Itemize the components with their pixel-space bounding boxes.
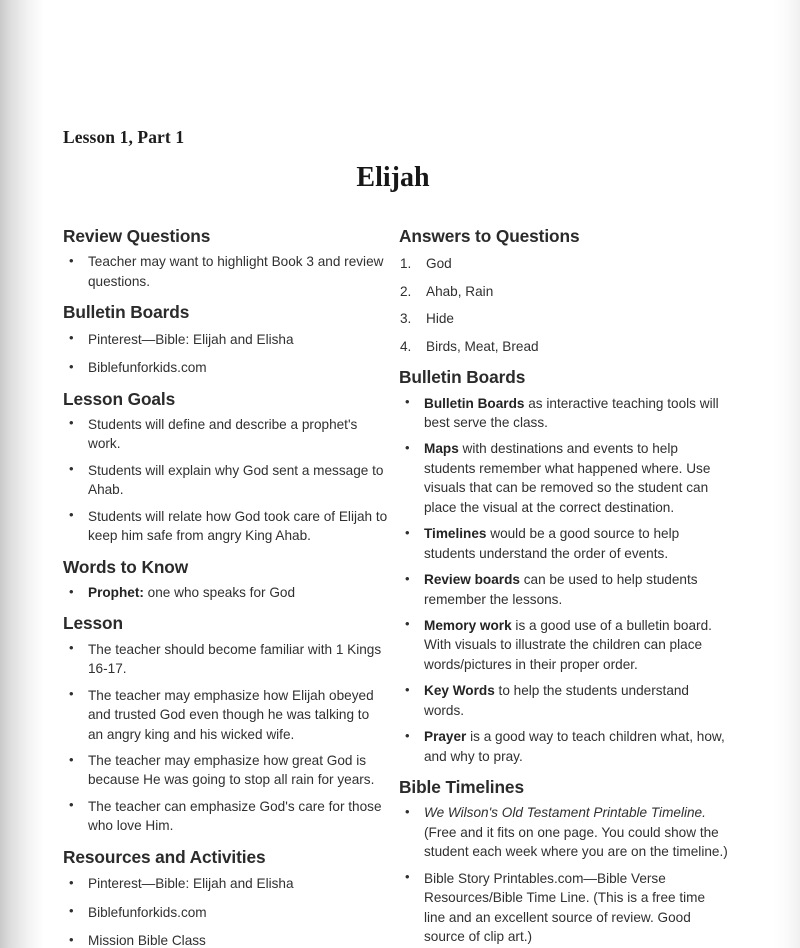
- list-item-text: Biblefunforkids.com: [88, 904, 207, 920]
- list-item: [399, 524, 729, 563]
- list-item-text: to help the students understand words.: [424, 683, 689, 718]
- list-item: [63, 640, 388, 679]
- list-item-number: 1.: [400, 256, 412, 272]
- list-item-text: is a good use of a bulletin board. With visuals to illustrate the children can place words/pictures in their proper order.: [424, 617, 712, 672]
- list-item: [63, 751, 388, 790]
- list-item: [63, 358, 388, 377]
- right-column: [399, 226, 729, 946]
- list-item-text: The teacher should become familiar with 1 Kings 16-17.: [88, 641, 382, 677]
- list-item: [399, 869, 729, 947]
- list-item-text: Bible Story Printables.com—Bible Verse Resources/Bible Time Line. (This is a free time line and an excellent source of review. Good source of clip art.): [424, 870, 706, 945]
- list-item: [399, 803, 729, 861]
- list-item-lead: Maps: [424, 441, 459, 457]
- section: [399, 777, 729, 946]
- list-item-text: is a good way to teach children what, how, and why to pray.: [424, 729, 725, 764]
- section-heading: Bible Timelines: [399, 777, 524, 797]
- list-item: [63, 252, 388, 291]
- list-item: [399, 337, 729, 356]
- bulleted-list: [63, 583, 388, 602]
- lesson-label: Lesson 1, Part 1: [63, 127, 185, 147]
- list-item: [399, 570, 729, 609]
- section-heading: Review Questions: [63, 226, 211, 246]
- list-item-text: Teacher may want to highlight Book 3 and review questions.: [88, 254, 384, 289]
- list-item: [63, 415, 388, 454]
- list-item: [63, 686, 388, 744]
- bulleted-list: [63, 330, 388, 378]
- section: [63, 389, 388, 546]
- list-item: [399, 394, 729, 433]
- list-item-text: Birds, Meat, Bread: [426, 338, 539, 354]
- list-item-text: with destinations and events to help students remember what happened where. Use visuals that can be removed so the student can place the visual at the correct destination.: [424, 441, 711, 515]
- section: [63, 302, 388, 377]
- list-item-text: Pinterest—Bible: Elijah and Elisha: [88, 331, 294, 347]
- list-item-number: 2.: [400, 283, 412, 299]
- list-item-text: as interactive teaching tools will best serve the class.: [424, 395, 719, 430]
- list-item-text: Mission Bible Class: [88, 933, 206, 948]
- list-item: [63, 903, 388, 922]
- section-heading: Resources and Activities: [63, 846, 266, 867]
- list-item-text: one who speaks for God: [143, 585, 296, 600]
- bulleted-list: [63, 640, 388, 836]
- list-item: [399, 309, 729, 328]
- list-item-lead: Prophet:: [88, 585, 144, 600]
- list-item: [63, 461, 388, 500]
- scan-edge-shadow-right: [774, 0, 800, 948]
- list-item-text: The teacher may emphasize how Elijah obeyed and trusted God even though he was talking to an angry king and his wicked wife.: [88, 687, 374, 742]
- list-item-lead: Bulletin Boards: [424, 395, 525, 411]
- list-item-text: Students will explain why God sent a message to Ahab.: [88, 462, 384, 498]
- list-item: [399, 681, 729, 720]
- list-item-text: (Free and it fits on one page. You could show the student each week where you are on the timeline.): [424, 824, 728, 860]
- list-item-number: 3.: [400, 311, 412, 327]
- bulleted-list: [399, 803, 729, 946]
- list-item-number: 4.: [400, 338, 412, 354]
- section: [63, 226, 388, 291]
- list-item-lead: Review boards: [424, 572, 520, 588]
- list-item-text: would be a good source to help students understand the order of events.: [424, 526, 680, 561]
- bulleted-list: [63, 415, 388, 546]
- section-heading: Words to Know: [63, 556, 189, 577]
- list-item: [63, 583, 388, 602]
- list-item-text: Pinterest—Bible: Elijah and Elisha: [88, 876, 294, 892]
- list-item-title-italic: We Wilson's Old Testament Printable Timeline.: [424, 805, 706, 821]
- bulleted-list: [63, 252, 388, 291]
- section: [399, 367, 729, 766]
- section: [63, 613, 388, 835]
- page-title: Elijah: [356, 162, 430, 193]
- list-item-lead: Memory work: [424, 617, 512, 633]
- list-item-text: Hide: [426, 311, 454, 327]
- list-item-text: The teacher can emphasize God's care for those who love Him.: [88, 798, 382, 834]
- list-item: [63, 797, 388, 836]
- list-item: [399, 282, 729, 301]
- section-heading: Bulletin Boards: [63, 302, 190, 323]
- section: [399, 226, 729, 356]
- list-item-text: God: [426, 256, 452, 272]
- list-item: [63, 507, 388, 546]
- list-item-lead: Key Words: [424, 683, 495, 699]
- list-item-text: Biblefunforkids.com: [88, 360, 207, 376]
- list-item-lead: Prayer: [424, 729, 467, 745]
- scan-edge-shadow-left: [0, 0, 44, 948]
- list-item: [63, 330, 388, 349]
- section-heading: Answers to Questions: [399, 226, 580, 246]
- list-item: [399, 254, 729, 273]
- list-item: [399, 727, 729, 766]
- left-column: [63, 226, 388, 948]
- section-heading: Bulletin Boards: [399, 367, 526, 388]
- list-item: [63, 931, 388, 948]
- section-heading: Lesson: [63, 613, 123, 634]
- list-item-text: can be used to help students remember the lessons.: [424, 572, 698, 607]
- numbered-list: [399, 254, 729, 356]
- section-heading: Lesson Goals: [63, 388, 176, 409]
- list-item: [63, 874, 388, 893]
- list-item-text: Students will relate how God took care of Elijah to keep him safe from angry King Ahab.: [88, 508, 388, 544]
- section: [63, 847, 388, 948]
- list-item-text: The teacher may emphasize how great God is because He was going to stop all rain for years.: [88, 753, 375, 788]
- list-item: [399, 439, 729, 517]
- list-item: [399, 616, 729, 674]
- list-item-lead: Timelines: [424, 526, 487, 542]
- section: [63, 557, 388, 603]
- bulleted-list: [399, 394, 729, 766]
- list-item-text: Students will define and describe a prophet's work.: [88, 416, 358, 452]
- list-item-text: Ahab, Rain: [426, 283, 494, 299]
- bulleted-list: [63, 874, 388, 948]
